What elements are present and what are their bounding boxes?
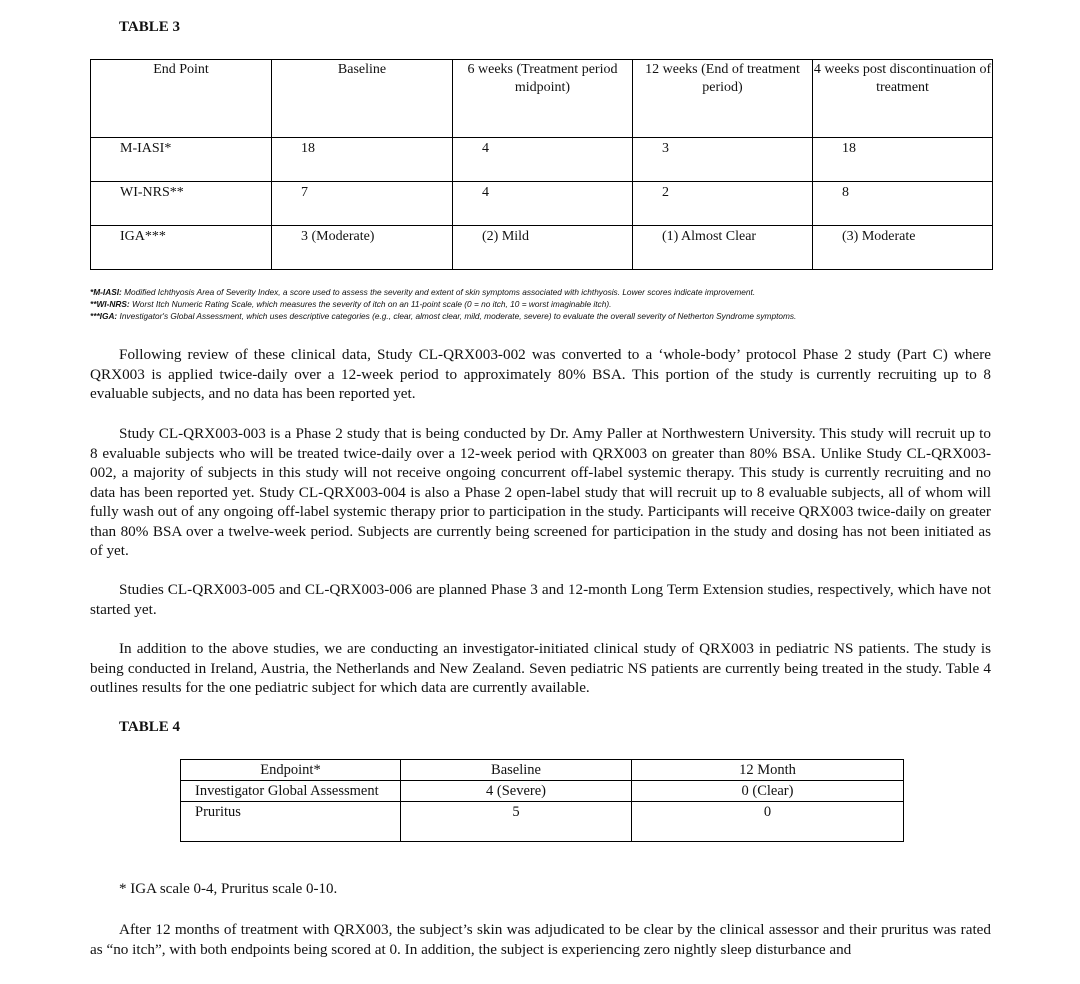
body-paragraph: Following review of these clinical data, Study CL-QRX003-002 was converted to a ‘whole-body’ protocol Phase 2 study (Part C) where QRX003 is applied twice-daily over a 12-week period to approximately 80% BSA. This portion of the study is currently recruiting up to 8 evaluable subjects, and no data has been reported yet. [90,346,991,402]
table4-note: * IGA scale 0-4, Pruritus scale 0-10. [119,881,338,897]
table-row [91,182,993,226]
footnote-term: *M-IASI: [90,287,122,297]
footnote-term: **WI-NRS: [90,299,130,309]
table3-header-cell: 4 weeks post discontinuation of treatment [813,60,993,138]
table4-cell: 0 (Clear) [632,781,904,802]
table4 [180,759,904,842]
table3-cell: 18 [813,138,993,182]
body-paragraph: In addition to the above studies, we are conducting an investigator-initiated clinical study of QRX003 in pediatric NS patients. The study is being conducted in Ireland, Austria, the Netherlands and New Zealand. Seven pediatric NS patients are currently being treated in the study. Table 4 outlines results for the one pediatric subject for which data are currently available. [90,640,991,696]
table3-cell: 4 [453,182,633,226]
body-paragraph: Study CL-QRX003-003 is a Phase 2 study that is being conducted by Dr. Amy Paller at Northwestern University. This study will recruit up to 8 evaluable subjects who will be treated twice-daily over a 12-week period with QRX003 on greater than 80% BSA. Unlike Study CL-QRX003-002, a majority of subjects in this study will not receive ongoing concurrent off-label systemic therapy. This study is currently recruiting and no data has been reported yet. Study CL-QRX003-004 is also a Phase 2 open-label study that will recruit up to 8 evaluable subjects, all of whom will fully wash out of any ongoing off-label systemic therapy prior to participation in the study. Participants will receive QRX003 twice-daily on greater than 80% BSA over a twelve-week period. Subjects are currently being screened for participation in the study and dosing has not been initiated as of yet. [90,425,991,559]
footnote [90,287,755,297]
table4-header-row [181,760,904,781]
table3-cell: (2) Mild [453,226,633,270]
table4-cell: 4 (Severe) [401,781,632,802]
table3-cell: WI-NRS** [91,182,272,226]
table3-cell: 3 [633,138,813,182]
footnote-term: ***IGA: [90,311,118,321]
table3-header-cell: 6 weeks (Treatment period midpoint) [453,60,633,138]
table4-cell: 0 [632,802,904,842]
table3-cell: (3) Moderate [813,226,993,270]
footnote-text: Modified Ichthyosis Area of Severity Index, a score used to assess the severity and extent of skin symptoms associated with ichthyosis. Lower scores indicate improvement. [121,287,756,297]
table3-cell: 8 [813,182,993,226]
table3-cell: 2 [633,182,813,226]
footnote [90,311,796,321]
table3 [90,59,993,270]
footnote-text: Worst Itch Numeric Rating Scale, which measures the severity of itch on an 11-point scale (0 = no itch, 10 = worst imaginable itch). [129,299,612,309]
table3-cell: 3 (Moderate) [272,226,453,270]
table4-cell: Investigator Global Assessment [181,781,401,802]
table3-cell: 4 [453,138,633,182]
table4-header-cell: 12 Month [632,760,904,781]
table3-cell: IGA*** [91,226,272,270]
table4-title: TABLE 4 [119,719,180,735]
body-paragraph: After 12 months of treatment with QRX003, the subject’s skin was adjudicated to be clear by the clinical assessor and their pruritus was rated as “no itch”, with both endpoints being scored at 0. In addition, the subject is experiencing zero nightly sleep disturbance and [90,921,991,958]
table4-cell: 5 [401,802,632,842]
table3-title: TABLE 3 [119,19,180,35]
table4-header-cell: Baseline [401,760,632,781]
table4-header-cell: Endpoint* [181,760,401,781]
footnote [90,299,611,309]
table3-cell: M-IASI* [91,138,272,182]
table-row [181,781,904,802]
table-row [91,226,993,270]
table3-header-cell: 12 weeks (End of treatment period) [633,60,813,138]
table3-cell: (1) Almost Clear [633,226,813,270]
body-paragraph: Studies CL-QRX003-005 and CL-QRX003-006 are planned Phase 3 and 12-month Long Term Extension studies, respectively, which have not started yet. [90,581,991,618]
table-row [91,138,993,182]
table3-cell: 18 [272,138,453,182]
table-row [181,802,904,842]
table3-header-cell: End Point [91,60,272,138]
footnote-text: Investigator's Global Assessment, which uses descriptive categories (e.g., clear, almost clear, mild, moderate, severe) to evaluate the overall severity of Netherton Syndrome symptoms. [117,311,797,321]
table3-header-cell: Baseline [272,60,453,138]
table4-cell: Pruritus [181,802,401,842]
table3-cell: 7 [272,182,453,226]
table3-header-row [91,60,993,138]
